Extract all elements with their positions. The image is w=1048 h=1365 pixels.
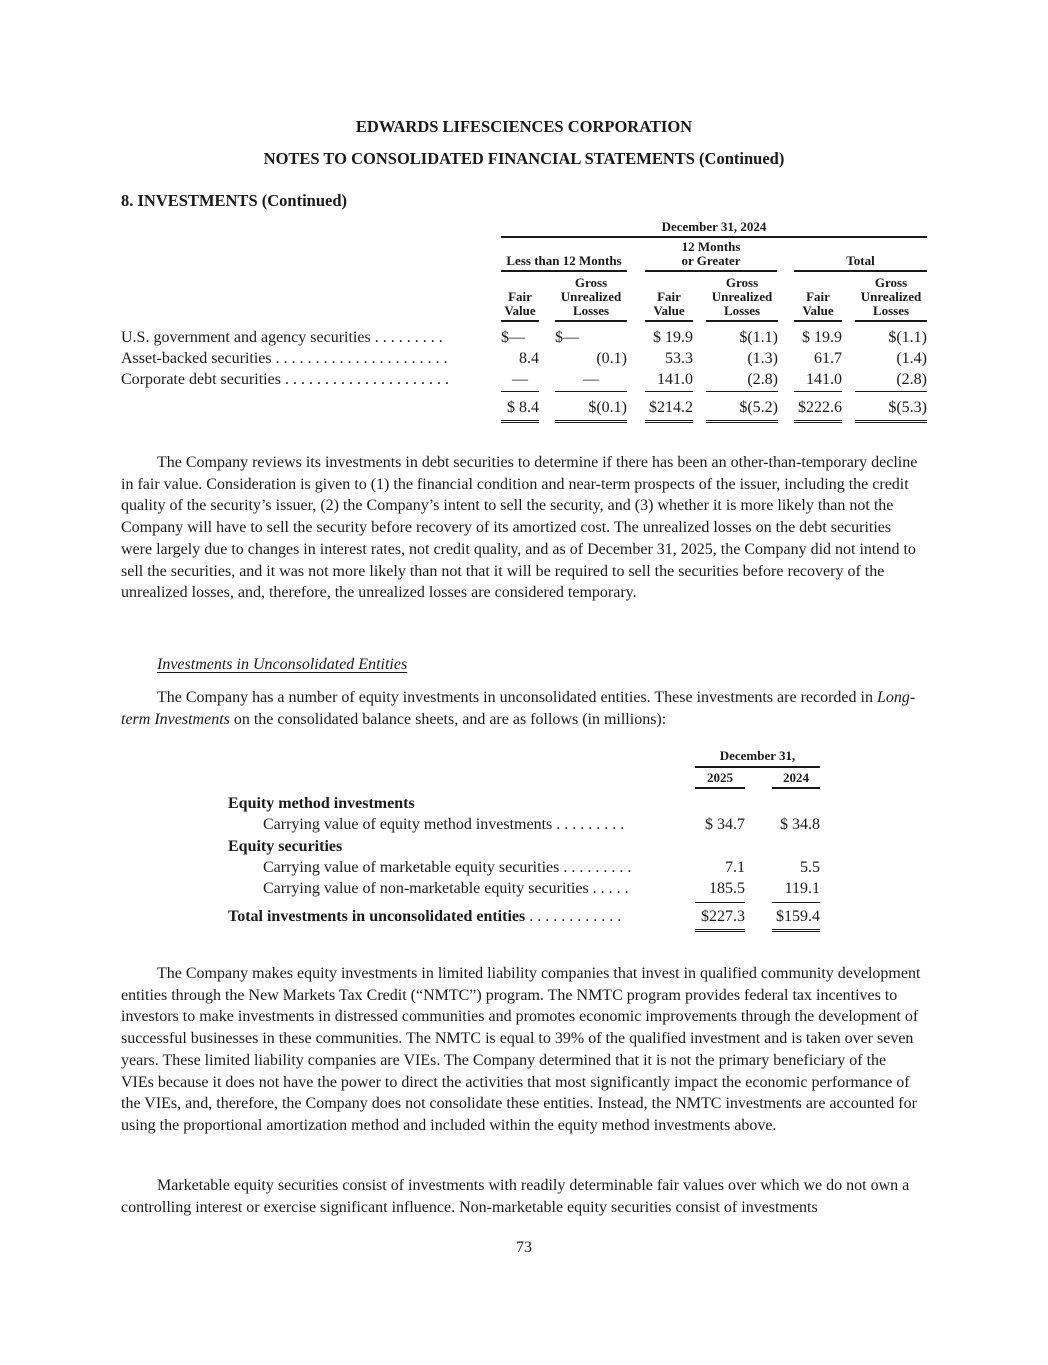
total-double-rule <box>501 420 539 423</box>
total-cell: $(5.3) <box>888 399 927 416</box>
table-cell: 7.1 <box>725 858 745 876</box>
table-cell: (2.8) <box>896 371 927 388</box>
column-header: Value <box>504 303 536 318</box>
table-cell: $(1.1) <box>739 329 778 346</box>
total-double-rule <box>794 420 842 423</box>
intro-italic-term: Long-term Investments <box>121 689 916 728</box>
table-cell: (1.4) <box>896 350 927 367</box>
column-header: Unrealized <box>560 289 622 304</box>
total-cell: $159.4 <box>776 907 820 925</box>
paragraph-nmtc <box>121 963 921 1137</box>
column-header: Fair <box>508 289 532 304</box>
table-row-label: Asset-backed securities . . . . . . . . . . . . . . . . . . . . . . <box>121 350 448 367</box>
table-cell: — <box>512 371 528 388</box>
table-cell: 141.0 <box>657 371 693 388</box>
total-double-rule <box>855 420 927 423</box>
header-rule <box>695 766 820 768</box>
group-header-12-months-line1: 12 Months <box>681 239 741 254</box>
section-title: 8. INVESTMENTS (Continued) <box>121 191 348 210</box>
column-header: Value <box>802 303 834 318</box>
total-cell: $222.6 <box>798 399 842 416</box>
column-header: Losses <box>872 303 910 318</box>
table-cell: $— <box>501 329 525 346</box>
group-rule <box>794 270 927 272</box>
table-row-label: Carrying value of equity method investments . . . . . . . . . <box>263 816 625 833</box>
subtotal-rule <box>794 391 842 392</box>
subtotal-rule <box>855 391 927 392</box>
column-rule <box>794 320 842 322</box>
group-header-total: Total <box>846 253 875 268</box>
column-header: Gross <box>874 275 908 290</box>
table-cell: 141.0 <box>806 371 842 388</box>
table-row-label: Carrying value of marketable equity securities . . . . . . . . . <box>263 858 632 876</box>
subtotal-rule <box>501 391 539 392</box>
column-header: Losses <box>572 303 610 318</box>
section-heading: Equity method investments <box>228 795 415 812</box>
total-double-rule <box>645 420 693 423</box>
table-cell: $ 34.8 <box>780 816 820 833</box>
column-header: Value <box>653 303 685 318</box>
year-rule <box>695 787 745 789</box>
table-cell: 8.4 <box>519 350 539 367</box>
column-rule <box>706 320 778 322</box>
section-heading: Equity securities <box>228 837 343 855</box>
total-double-rule <box>555 420 627 423</box>
column-header: Gross <box>725 275 759 290</box>
paragraph-marketable <box>121 1175 921 1218</box>
column-header: Fair <box>657 289 681 304</box>
group-header-less-than-12: Less than 12 Months <box>506 253 622 268</box>
year-header-2024: 2024 <box>783 770 809 785</box>
total-row-label: Total investments in unconsolidated entities . . . . . . . . . . . . <box>228 907 622 925</box>
subtotal-rule <box>706 391 778 392</box>
total-cell: $ 8.4 <box>507 399 539 416</box>
table-cell: (2.8) <box>747 371 778 388</box>
total-cell: $214.2 <box>649 399 693 416</box>
table2-period-header: December 31, <box>719 748 796 763</box>
table-cell: 61.7 <box>814 350 842 367</box>
subtotal-rule <box>555 391 627 392</box>
table-cell: $ 19.9 <box>802 329 842 346</box>
paragraph-otti-text: The Company reviews its investments in debt securities to determine if there has been an other-than-temporary decline in fair value. Consideration is given to (1) the financial condition and near-term prospects of the issuer, including the credit quality of the security’s issuer, (2) the Company’s intent to sell the security, and (3) whether it is more likely than not the Company will have to sell the security before recovery of its amortized cost. The unrealized losses on the debt securities were largely due to changes in interest rates, not credit quality, and as of December 31, 2025, the Company did not intend to sell the securities, and it was not more likely than not that it will be required to sell the securities before recovery of the unrealized losses, and, therefore, the unrealized losses are considered temporary. <box>121 454 918 602</box>
subtotal-rule <box>645 391 693 392</box>
total-cell: $(0.1) <box>588 399 627 416</box>
subtotal-rule <box>695 902 745 903</box>
column-header: Unrealized <box>860 289 922 304</box>
group-rule <box>645 270 777 272</box>
paragraph-nmtc-text: The Company makes equity investments in limited liability companies that invest in qualified community development entities through the New Markets Tax Credit (“NMTC”) program. The NMTC program provides federal tax incentives to investors to make investments in distressed communities and promotes economic improvements through the development of successful businesses in these communities. The NMTC is equal to 39% of the qualified investment and is taken over seven years. These limited liability companies are VIEs. The Company determined that it is not the primary beneficiary of the VIEs because it does not have the power to direct the activities that most significantly impact the economic performance of the VIEs, and, therefore, the Company does not consolidate these entities. Instead, the NMTC investments are accounted for using the proportional amortization method and included within the equity method investments above. <box>121 965 921 1134</box>
column-rule <box>501 320 539 322</box>
subtotal-rule <box>772 902 820 903</box>
group-header-12-months-line2: or Greater <box>681 253 741 268</box>
table-row-label: U.S. government and agency securities . . . . . . . . . <box>121 329 443 346</box>
table-cell: (1.3) <box>747 350 778 367</box>
header-rule <box>501 236 927 238</box>
table-cell: $ 34.7 <box>705 816 745 833</box>
table-cell: $— <box>555 329 579 346</box>
total-double-rule <box>695 929 745 932</box>
subheading-unconsolidated-entities: Investments in Unconsolidated Entities <box>157 656 408 673</box>
table-cell: (0.1) <box>596 350 627 367</box>
paragraph-intro <box>121 687 921 730</box>
total-double-rule <box>706 420 778 423</box>
intro-text-2: on the consolidated balance sheets, and are as follows (in millions): <box>229 710 667 728</box>
paragraph-marketable-text: Marketable equity securities consist of investments with readily determinable fair values over which we do not own a controlling interest or exercise significant influence. Non-marketable equity securities consist of investments <box>121 1177 910 1216</box>
company-name: EDWARDS LIFESCIENCES CORPORATION <box>355 117 693 136</box>
total-cell: $227.3 <box>701 907 745 925</box>
column-rule <box>855 320 927 322</box>
total-cell: $(5.2) <box>739 399 778 416</box>
column-header: Losses <box>723 303 761 318</box>
table-cell: 5.5 <box>800 858 820 876</box>
total-label: Total investments in unconsolidated entities <box>228 907 526 925</box>
column-rule <box>645 320 693 322</box>
column-rule <box>555 320 627 322</box>
notes-title: NOTES TO CONSOLIDATED FINANCIAL STATEMENTS (Continued) <box>263 149 785 168</box>
table-cell: 185.5 <box>709 880 745 897</box>
table-cell: — <box>583 371 599 388</box>
intro-text-1: The Company has a number of equity investments in unconsolidated entities. These investments are recorded in <box>157 689 877 706</box>
table-period-header: December 31, 2024 <box>661 219 767 234</box>
column-header: Unrealized <box>711 289 773 304</box>
column-header: Gross <box>574 275 608 290</box>
table-cell: $ 19.9 <box>653 329 693 346</box>
table-cell: 119.1 <box>784 880 820 897</box>
page-number: 73 <box>516 1239 532 1256</box>
paragraph-otti <box>121 452 921 604</box>
table-cell: $(1.1) <box>888 329 927 346</box>
column-header: Fair <box>806 289 830 304</box>
table-row-label: Carrying value of non-marketable equity securities . . . . . <box>263 880 629 897</box>
table-cell: 53.3 <box>665 350 693 367</box>
total-double-rule <box>772 929 820 932</box>
year-header-2025: 2025 <box>707 770 733 785</box>
year-rule <box>772 787 820 789</box>
group-rule <box>501 270 627 272</box>
table-row-label: Corporate debt securities . . . . . . . . . . . . . . . . . . . . . <box>121 371 449 388</box>
